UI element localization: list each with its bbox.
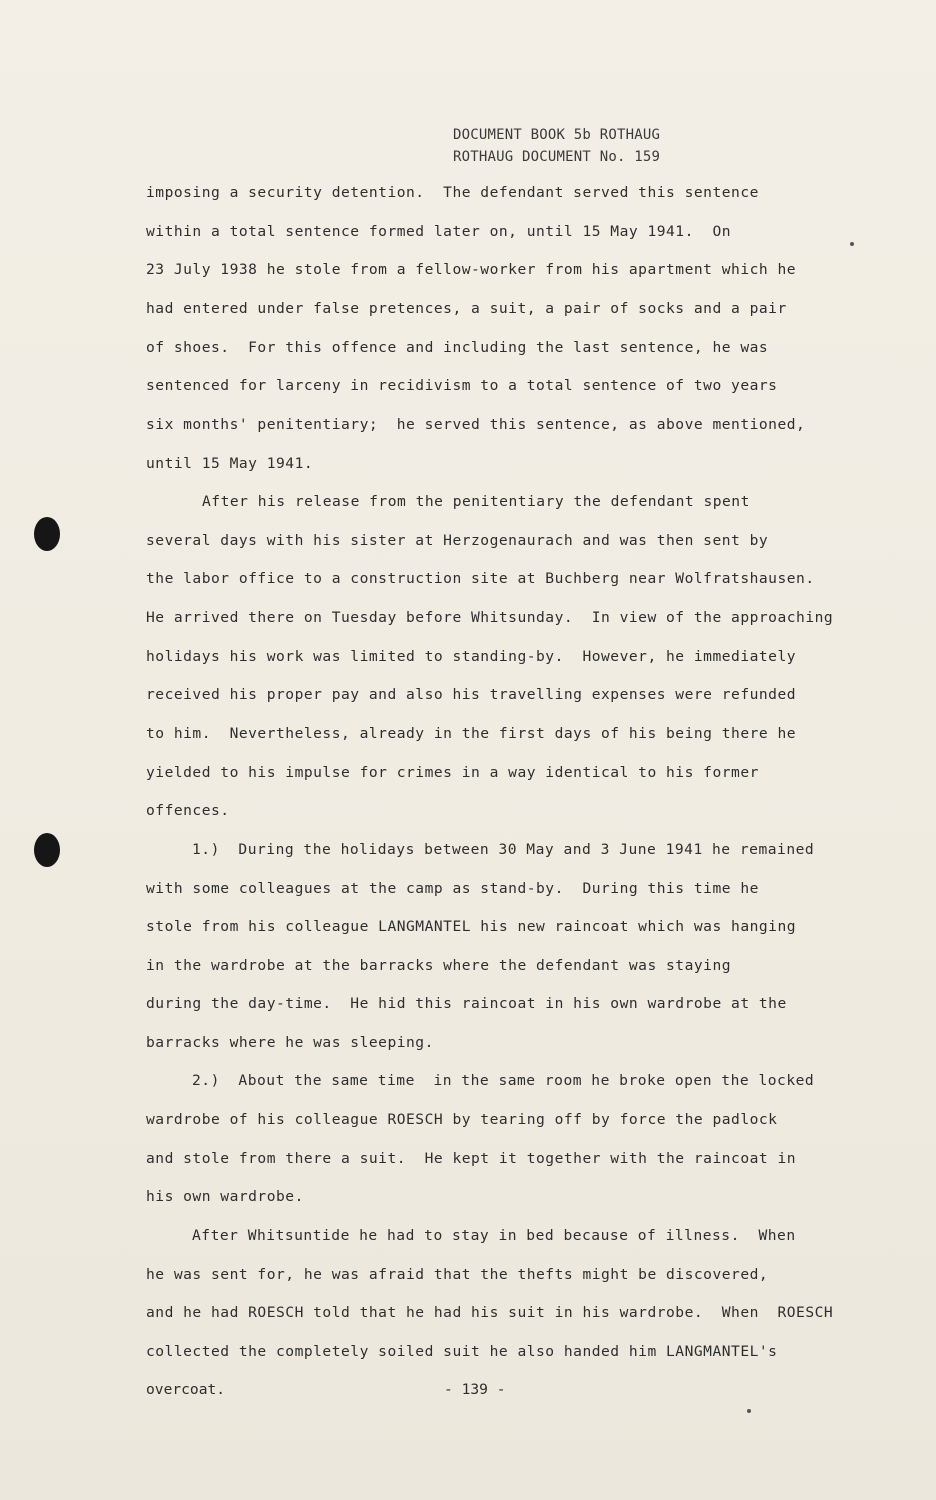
- body-line: He arrived there on Tuesday before Whitsunday. In view of the approaching: [146, 609, 834, 626]
- paper-speck: [747, 1409, 751, 1413]
- numbered-item-1-line: 1.) During the holidays between 30 May and 3 June 1941 he remained: [192, 841, 815, 858]
- body-line: yielded to his impulse for crimes in a way identical to his former: [146, 764, 759, 781]
- body-line: several days with his sister at Herzogenaurach and was then sent by: [146, 532, 769, 549]
- body-line: with some colleagues at the camp as stand-by. During this time he: [146, 880, 759, 897]
- body-line: and stole from there a suit. He kept it together with the raincoat in: [146, 1150, 797, 1167]
- body-line: the labor office to a construction site at Buchberg near Wolfratshausen.: [146, 570, 815, 587]
- page-number: - 139 -: [444, 1381, 506, 1398]
- body-line: within a total sentence formed later on, until 15 May 1941. On: [146, 223, 732, 240]
- body-line: of shoes. For this offence and including the last sentence, he was: [146, 339, 769, 356]
- body-line: during the day-time. He hid this raincoat in his own wardrobe at the: [146, 995, 787, 1012]
- body-line: stole from his colleague LANGMANTEL his new raincoat which was hanging: [146, 918, 797, 935]
- paragraph-start-line: After his release from the penitentiary the defendant spent: [202, 493, 750, 510]
- body-line: and he had ROESCH told that he had his suit in his wardrobe. When ROESCH: [146, 1304, 834, 1321]
- header-line-document-number: ROTHAUG DOCUMENT No. 159: [453, 149, 661, 165]
- body-line: he was sent for, he was afraid that the thefts might be discovered,: [146, 1266, 769, 1283]
- body-line: wardrobe of his colleague ROESCH by tearing off by force the padlock: [146, 1111, 778, 1128]
- body-line: in the wardrobe at the barracks where the defendant was staying: [146, 957, 732, 974]
- header-line-book: DOCUMENT BOOK 5b ROTHAUG: [453, 127, 661, 143]
- punch-hole-icon: [34, 833, 60, 867]
- body-line: collected the completely soiled suit he also handed him LANGMANTEL's: [146, 1343, 778, 1360]
- last-line: overcoat.: [146, 1381, 226, 1398]
- body-line: holidays his work was limited to standing-by. However, he immediately: [146, 648, 797, 665]
- body-line: received his proper pay and also his travelling expenses were refunded: [146, 686, 797, 703]
- body-line: barracks where he was sleeping.: [146, 1034, 434, 1051]
- numbered-item-2-line: 2.) About the same time in the same room he broke open the locked: [192, 1072, 815, 1089]
- body-line: six months' penitentiary; he served this sentence, as above mentioned,: [146, 416, 806, 433]
- body-line: offences.: [146, 802, 230, 819]
- body-line: sentenced for larceny in recidivism to a total sentence of two years: [146, 377, 778, 394]
- body-line: 23 July 1938 he stole from a fellow-worker from his apartment which he: [146, 261, 797, 278]
- body-line: imposing a security detention. The defendant served this sentence: [146, 184, 759, 201]
- body-line: until 15 May 1941.: [146, 455, 314, 472]
- document-header: [453, 124, 660, 168]
- body-line: his own wardrobe.: [146, 1188, 304, 1205]
- body-line: had entered under false pretences, a suit, a pair of socks and a pair: [146, 300, 787, 317]
- body-line: to him. Nevertheless, already in the first days of his being there he: [146, 725, 797, 742]
- punch-hole-icon: [34, 517, 60, 551]
- paper-speck: [850, 242, 854, 246]
- paragraph-start-line: After Whitsuntide he had to stay in bed because of illness. When: [192, 1227, 796, 1244]
